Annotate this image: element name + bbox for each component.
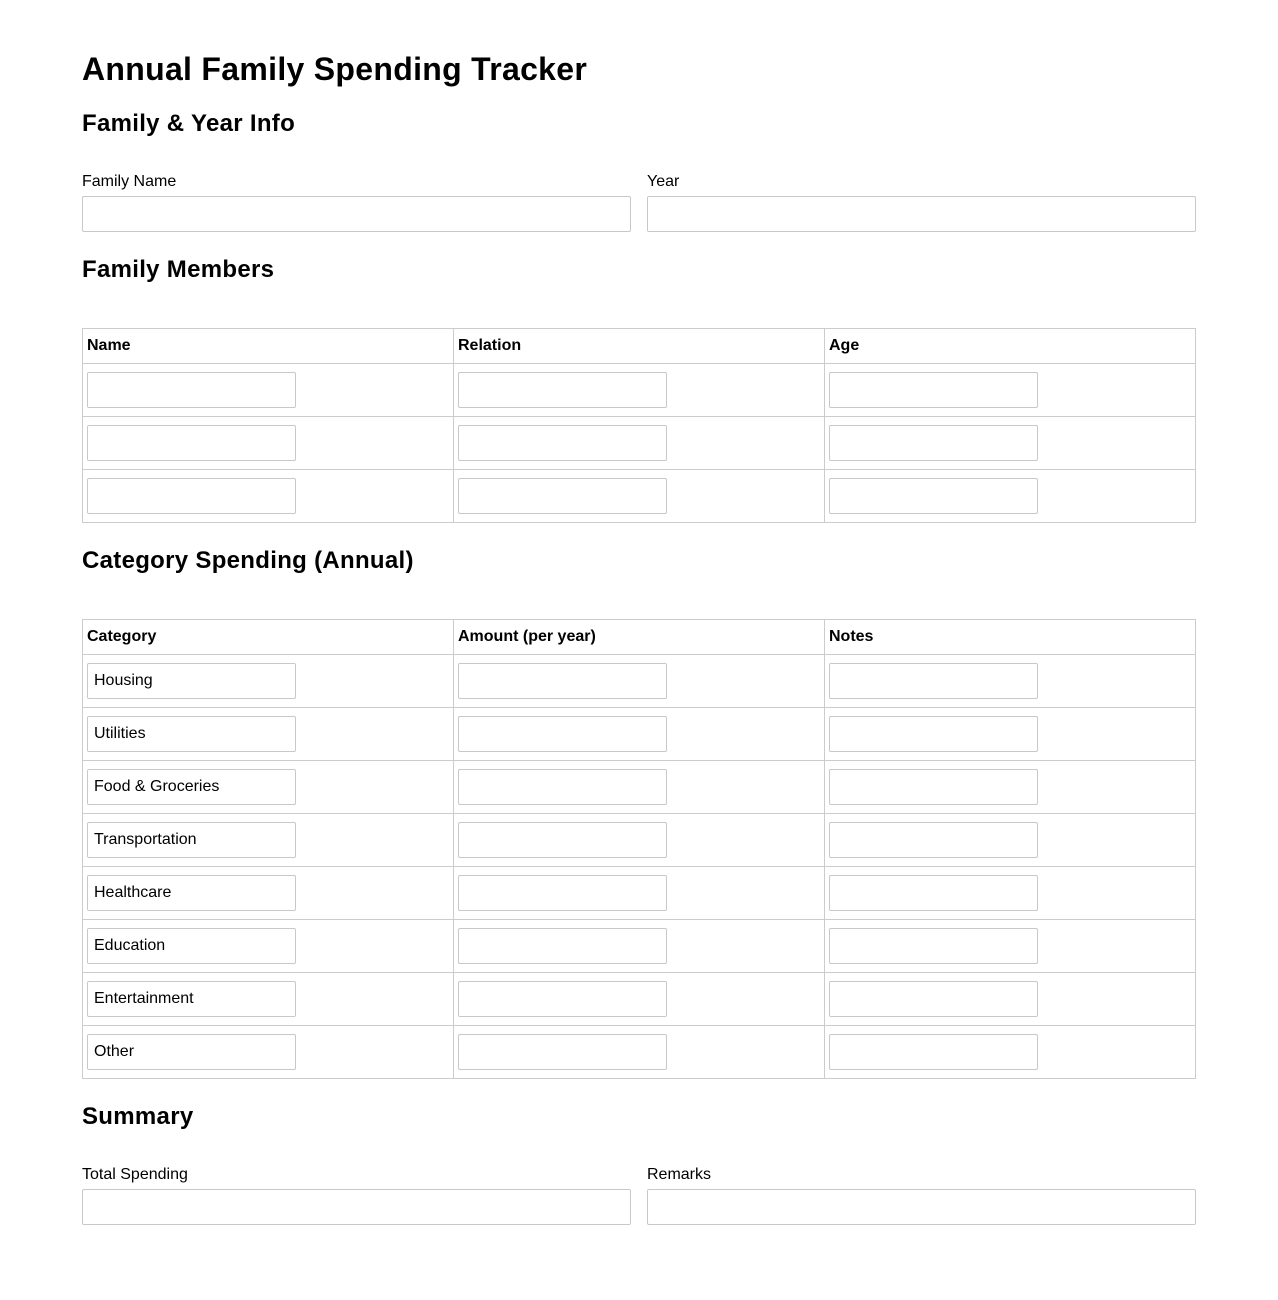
member-name-input[interactable] (87, 372, 296, 408)
page-title: Annual Family Spending Tracker (82, 51, 588, 87)
amount-input[interactable] (458, 981, 667, 1017)
member-relation-input[interactable] (458, 478, 667, 514)
table-row (83, 761, 1196, 814)
amount-input[interactable] (458, 928, 667, 964)
year-input[interactable] (647, 196, 1196, 232)
table-row (83, 655, 1196, 708)
amount-input[interactable] (458, 1034, 667, 1070)
total-spending-label: Total Spending (82, 1166, 188, 1183)
notes-input[interactable] (829, 1034, 1038, 1070)
member-age-input[interactable] (829, 478, 1038, 514)
table-row (83, 417, 1196, 470)
column-header-notes: Notes (825, 620, 1196, 655)
total-spending-field (82, 1165, 631, 1225)
remarks-label: Remarks (647, 1166, 712, 1183)
amount-input[interactable] (458, 822, 667, 858)
category-input[interactable] (87, 875, 296, 911)
notes-input[interactable] (829, 663, 1038, 699)
family-name-input[interactable] (82, 196, 631, 232)
family-name-label: Family Name (82, 173, 177, 190)
member-relation-input[interactable] (458, 425, 667, 461)
table-row (83, 708, 1196, 761)
column-header-amount: Amount (per year) (454, 620, 825, 655)
category-spending-heading: Category Spending (Annual) (82, 547, 414, 574)
table-row (83, 867, 1196, 920)
category-input[interactable] (87, 981, 296, 1017)
member-relation-input[interactable] (458, 372, 667, 408)
amount-input[interactable] (458, 769, 667, 805)
category-input[interactable] (87, 663, 296, 699)
member-name-input[interactable] (87, 478, 296, 514)
amount-input[interactable] (458, 663, 667, 699)
remarks-field (647, 1165, 1196, 1225)
table-row (83, 920, 1196, 973)
table-row (83, 973, 1196, 1026)
year-field (647, 172, 1196, 232)
family-members-heading: Family Members (82, 256, 275, 283)
family-name-field (82, 172, 631, 232)
table-row (83, 470, 1196, 523)
family-members-table (82, 328, 1196, 523)
category-input[interactable] (87, 1034, 296, 1070)
member-age-input[interactable] (829, 372, 1038, 408)
member-name-input[interactable] (87, 425, 296, 461)
notes-input[interactable] (829, 928, 1038, 964)
category-input[interactable] (87, 822, 296, 858)
notes-input[interactable] (829, 716, 1038, 752)
column-header-category: Category (83, 620, 454, 655)
summary-heading: Summary (82, 1103, 194, 1130)
notes-input[interactable] (829, 822, 1038, 858)
column-header-age: Age (825, 329, 1196, 364)
family-info-heading: Family & Year Info (82, 110, 296, 137)
category-input[interactable] (87, 769, 296, 805)
remarks-input[interactable] (647, 1189, 1196, 1225)
column-header-name: Name (83, 329, 454, 364)
table-row (83, 364, 1196, 417)
notes-input[interactable] (829, 875, 1038, 911)
table-row (83, 1026, 1196, 1079)
notes-input[interactable] (829, 769, 1038, 805)
amount-input[interactable] (458, 716, 667, 752)
column-header-relation: Relation (454, 329, 825, 364)
year-label: Year (647, 173, 680, 190)
member-age-input[interactable] (829, 425, 1038, 461)
category-input[interactable] (87, 928, 296, 964)
table-header-row (83, 329, 1196, 364)
notes-input[interactable] (829, 981, 1038, 1017)
table-header-row (83, 620, 1196, 655)
total-spending-input[interactable] (82, 1189, 631, 1225)
category-input[interactable] (87, 716, 296, 752)
table-row (83, 814, 1196, 867)
category-spending-table (82, 619, 1196, 1079)
amount-input[interactable] (458, 875, 667, 911)
